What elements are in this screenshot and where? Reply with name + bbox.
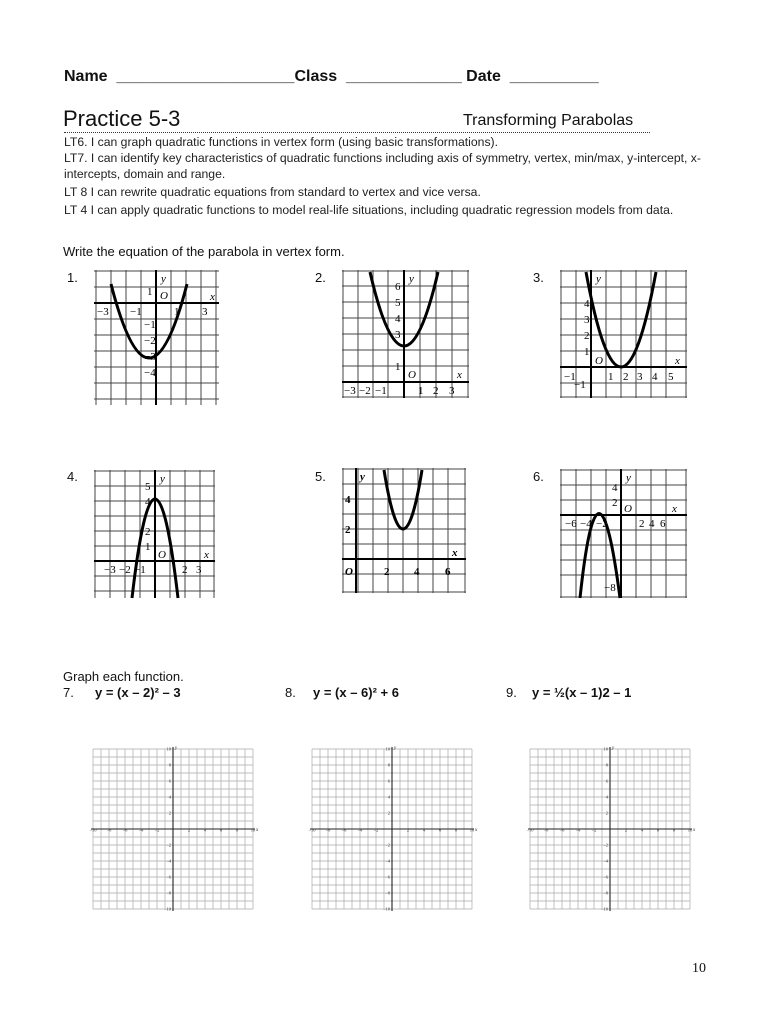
x-axis-label: x: [452, 547, 458, 559]
tick-label: −4: [357, 827, 363, 833]
tick-label: −2: [591, 827, 597, 833]
tick-label: 8: [168, 762, 171, 768]
problem-number: 6.: [533, 469, 544, 484]
tick-label: −1: [144, 319, 156, 331]
tick-label: 3: [637, 371, 643, 383]
tick-label: 3: [584, 314, 590, 326]
tick-label: −3: [144, 351, 156, 363]
section1-instruction: Write the equation of the parabola in vertex form.: [63, 244, 345, 259]
date-label: Date: [466, 68, 501, 85]
tick-label: −2: [385, 842, 390, 848]
tick-label: −2: [373, 827, 379, 833]
tick-label: 1: [145, 541, 151, 553]
tick-label: 5: [145, 481, 151, 493]
tick-label: −2: [359, 385, 371, 397]
tick-label: 10: [687, 827, 693, 833]
problem-number: 4.: [67, 469, 78, 484]
tick-label: 5: [395, 297, 401, 309]
tick-label: 1: [418, 385, 424, 397]
tick-label: 6: [438, 827, 442, 833]
y-axis-label: y: [394, 746, 397, 751]
section2-instruction: Graph each function.: [63, 669, 184, 684]
tick-label: 1: [395, 361, 401, 373]
y-axis-label: y: [360, 471, 365, 483]
class-blank[interactable]: _____________: [346, 68, 462, 85]
graph-problem-5: [342, 468, 466, 593]
tick-label: 8: [387, 762, 390, 768]
equation-text: y = ½(x – 1)2 – 1: [532, 685, 632, 700]
y-axis-label: y: [409, 273, 414, 285]
tick-label: −2: [119, 564, 131, 576]
equation-text: y = (x – 2)² – 3: [95, 685, 181, 700]
x-axis-label: x: [672, 503, 677, 515]
y-axis-label: y: [161, 273, 166, 285]
tick-label: −1: [564, 371, 576, 383]
tick-label: 4: [605, 794, 608, 800]
tick-label: 2: [406, 827, 410, 833]
tick-label: −6: [603, 874, 608, 880]
y-axis-label: y: [160, 473, 165, 485]
x-axis-label: x: [457, 369, 462, 381]
tick-label: −6: [565, 518, 577, 530]
tick-label: 10: [250, 827, 256, 833]
x-axis-label: x: [210, 291, 215, 303]
equation-problem-8: [285, 685, 399, 700]
tick-label: −2: [154, 827, 160, 833]
graph-problem-4: [94, 470, 215, 598]
tick-label: 4: [345, 494, 351, 506]
tick-label: 3: [196, 564, 202, 576]
tick-label: 1: [147, 286, 153, 298]
tick-label: 3: [395, 329, 401, 341]
tick-label: −8: [604, 582, 616, 594]
tick-label: 4: [145, 496, 151, 508]
tick-label: 6: [168, 778, 171, 784]
learning-target: LT6. I can graph quadratic functions in vertex form (using basic transformations).: [64, 135, 498, 149]
tick-label: 6: [445, 566, 451, 578]
tick-label: 1: [584, 346, 590, 358]
graph-problem-1: [94, 270, 219, 405]
tick-label: −4: [575, 827, 581, 833]
problem-number: 3.: [533, 270, 544, 285]
tick-label: −10: [526, 827, 534, 833]
tick-label: 6: [660, 518, 666, 530]
tick-label: 4: [168, 794, 171, 800]
tick-label: 6: [387, 778, 390, 784]
graph-problem-6: [560, 469, 687, 598]
tick-label: 2: [624, 827, 628, 833]
tick-label: 8: [235, 827, 239, 833]
equation-text: y = (x – 6)² + 6: [313, 685, 399, 700]
tick-label: 4: [612, 482, 618, 494]
tick-label: 2: [168, 810, 171, 816]
origin-label: O: [624, 503, 632, 515]
title-rule: [64, 132, 650, 133]
class-label: Class: [294, 68, 338, 85]
learning-target: LT7. I can identify key characteristics of quadratic functions including axis of symmetry, vertex, min/max, y-intercept, x-intercepts, domain and range.: [64, 151, 701, 181]
tick-label: −2: [596, 518, 608, 530]
tick-label: −8: [166, 890, 171, 896]
origin-label: O: [158, 549, 166, 561]
tick-label: 4: [203, 827, 207, 833]
tick-label: 1: [174, 306, 180, 318]
tick-label: 3: [449, 385, 455, 397]
origin-label: O: [345, 566, 353, 578]
tick-label: 10: [469, 827, 475, 833]
origin-label: O: [408, 369, 416, 381]
tick-label: −6: [166, 874, 171, 880]
tick-label: −1: [574, 379, 586, 391]
tick-label: 4: [640, 827, 644, 833]
name-label: Name: [64, 68, 108, 85]
tick-label: −4: [138, 827, 144, 833]
tick-label: 6: [656, 827, 660, 833]
tick-label: −1: [134, 564, 146, 576]
tick-label: 2: [345, 524, 351, 536]
tick-label: −6: [385, 874, 390, 880]
page-title: Practice 5-3: [63, 106, 181, 131]
tick-label: 4: [414, 566, 420, 578]
learning-target: LT 4 I can apply quadratic functions to model real-life situations, including quadratic regression models from data.: [64, 203, 674, 217]
y-axis-label: y: [175, 746, 178, 751]
problem-number: 1.: [67, 270, 78, 285]
tick-label: 2: [182, 564, 188, 576]
tick-label: −6: [122, 827, 128, 833]
problem-number: 9.: [506, 685, 517, 700]
tick-label: −1: [375, 385, 387, 397]
tick-label: 8: [605, 762, 608, 768]
tick-label: −8: [385, 890, 390, 896]
tick-label: 8: [672, 827, 676, 833]
coordinate-grid-problem-8[interactable]: [308, 745, 480, 920]
header-line: [64, 68, 599, 86]
tick-label: 4: [395, 313, 401, 325]
tick-label: 2: [387, 810, 390, 816]
tick-label: −8: [603, 890, 608, 896]
tick-label: 4: [387, 794, 390, 800]
tick-label: −10: [163, 906, 171, 912]
tick-label: 6: [395, 281, 401, 293]
problem-number: 7.: [63, 685, 74, 700]
tick-label: −2: [144, 335, 156, 347]
tick-label: −8: [325, 827, 331, 833]
x-axis-label: x: [256, 828, 259, 833]
tick-label: −8: [543, 827, 549, 833]
tick-label: −10: [89, 827, 97, 833]
origin-label: O: [595, 355, 603, 367]
problem-number: 8.: [285, 685, 296, 700]
tick-label: 2: [639, 518, 645, 530]
tick-label: 6: [219, 827, 223, 833]
tick-label: 2: [187, 827, 191, 833]
tick-label: 2: [605, 810, 608, 816]
tick-label: −10: [308, 827, 316, 833]
tick-label: 10: [603, 746, 608, 752]
tick-label: 6: [605, 778, 608, 784]
y-axis-label: y: [626, 472, 631, 484]
x-axis-label: x: [675, 355, 680, 367]
y-axis-label: y: [596, 273, 601, 285]
tick-label: −4: [580, 518, 592, 530]
tick-label: 1: [608, 371, 614, 383]
tick-label: 2: [145, 526, 151, 538]
origin-label: O: [160, 290, 168, 302]
y-axis-label: y: [612, 746, 615, 751]
graph-problem-2: [342, 270, 469, 398]
tick-label: −3: [344, 385, 356, 397]
equation-problem-7: [63, 685, 181, 700]
tick-label: 3: [202, 306, 208, 318]
coordinate-grid-problem-7[interactable]: [89, 745, 261, 920]
tick-label: −6: [341, 827, 347, 833]
x-axis-label: x: [204, 549, 209, 561]
equation-problem-9: [506, 685, 631, 700]
tick-label: −2: [603, 842, 608, 848]
tick-label: 4: [652, 371, 658, 383]
date-blank[interactable]: __________: [509, 68, 599, 85]
tick-label: −2: [166, 842, 171, 848]
tick-label: 2: [623, 371, 629, 383]
tick-label: 10: [166, 746, 171, 752]
x-axis-label: x: [693, 828, 696, 833]
tick-label: −1: [130, 306, 142, 318]
graph-problem-3: [560, 270, 687, 398]
tick-label: 2: [584, 330, 590, 342]
tick-label: 4: [649, 518, 655, 530]
tick-label: 2: [433, 385, 439, 397]
tick-label: 2: [384, 566, 390, 578]
tick-label: 8: [454, 827, 458, 833]
tick-label: −4: [385, 858, 390, 864]
tick-label: 2: [612, 497, 618, 509]
tick-label: −3: [104, 564, 116, 576]
tick-label: −10: [382, 906, 390, 912]
tick-label: −4: [603, 858, 608, 864]
tick-label: −4: [166, 858, 171, 864]
tick-label: −8: [106, 827, 112, 833]
x-axis-label: x: [475, 828, 478, 833]
tick-label: −6: [559, 827, 565, 833]
tick-label: −3: [97, 306, 109, 318]
learning-target: LT 8 I can rewrite quadratic equations from standard to vertex and vice versa.: [64, 185, 481, 199]
tick-label: −10: [600, 906, 608, 912]
coordinate-grid-problem-9[interactable]: [526, 745, 698, 920]
problem-number: 2.: [315, 270, 326, 285]
tick-label: 5: [668, 371, 674, 383]
tick-label: 10: [385, 746, 390, 752]
problem-number: 5.: [315, 469, 326, 484]
tick-label: −4: [144, 367, 156, 379]
tick-label: 4: [584, 298, 590, 310]
name-blank[interactable]: ____________________: [116, 68, 295, 85]
page-subtitle: Transforming Parabolas: [463, 112, 634, 129]
page-number: 10: [692, 961, 706, 976]
tick-label: 4: [422, 827, 426, 833]
